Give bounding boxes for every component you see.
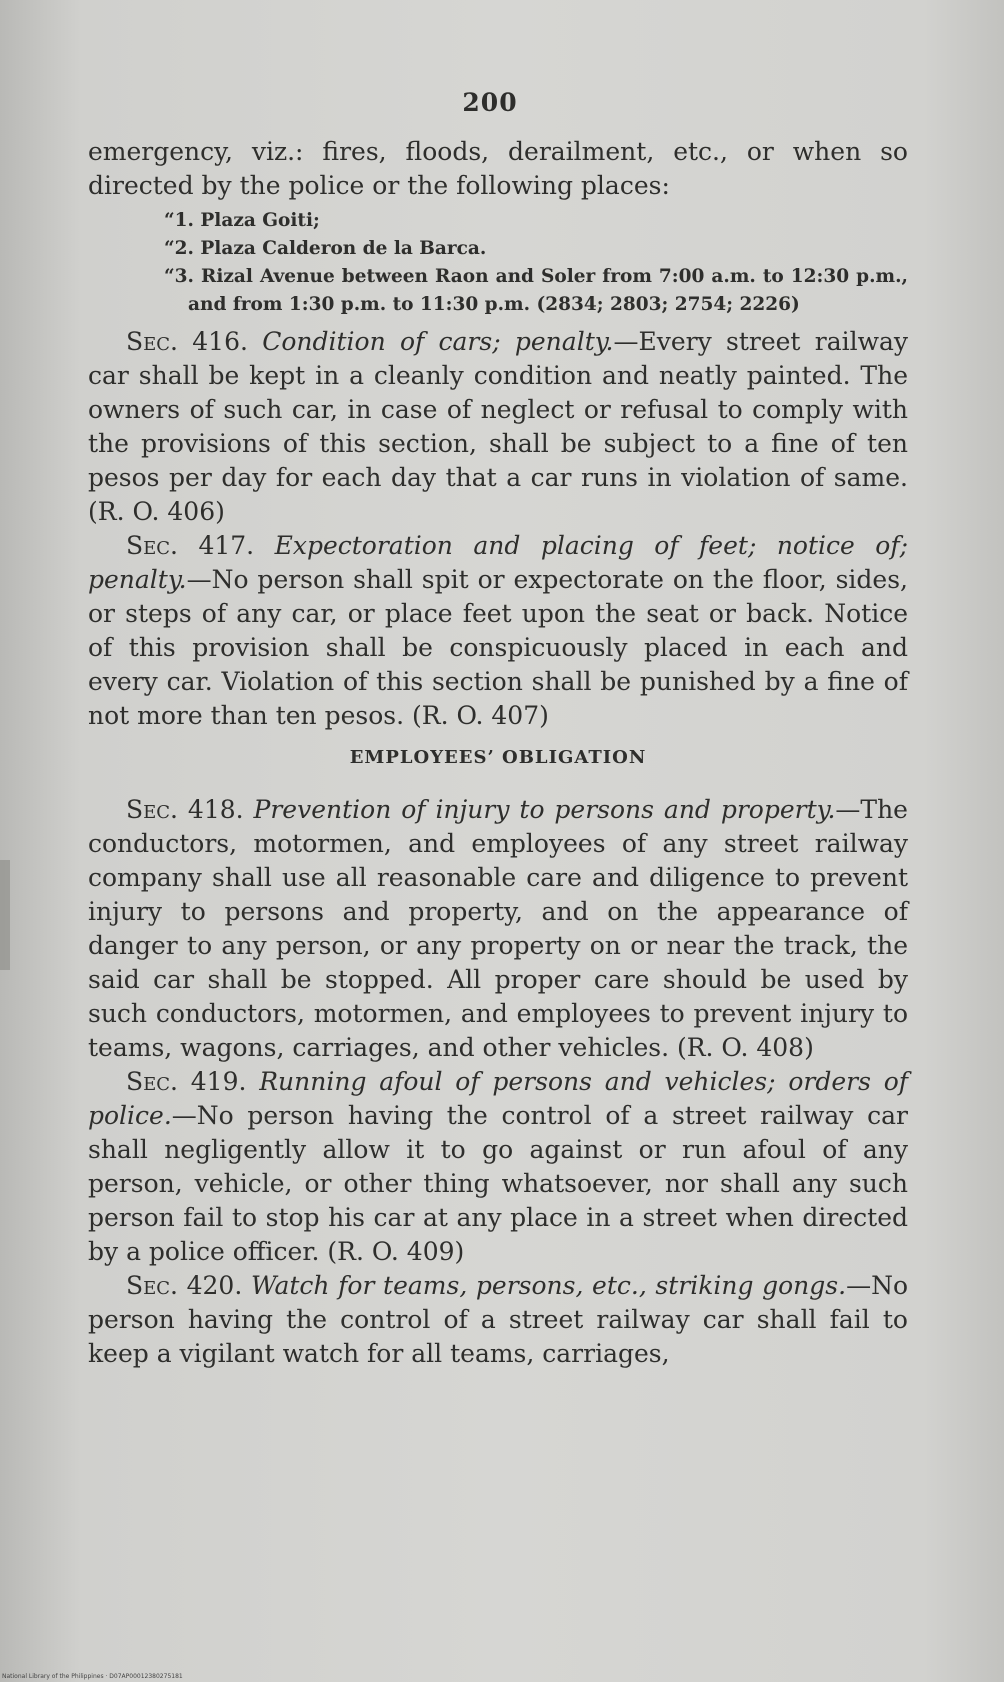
section-title: Watch for teams, persons, etc., striking gongs.: [250, 1271, 847, 1300]
intro-paragraph: emergency, viz.: fires, floods, derailment, etc., or when so directed by the police or the following places:: [88, 137, 908, 200]
page-number: 200: [462, 88, 518, 117]
section-title: Condition of cars; penalty.: [262, 327, 614, 356]
section-419: [88, 1065, 908, 1269]
section-title: Running afoul of persons and vehicles; orders of police.: [88, 1067, 908, 1130]
scan-footer: National Library of the Philippines · D07AP00012380275181: [2, 1673, 183, 1680]
section-label: Sec. 419.: [126, 1067, 247, 1096]
section-label: Sec. 417.: [126, 531, 255, 560]
section-417: [88, 529, 908, 733]
section-416: [88, 325, 908, 529]
section-heading: EMPLOYEES’ OBLIGATION: [349, 747, 647, 768]
section-text: —The conductors, motormen, and employees of any street railway company shall use all reasonable care and diligence to prevent injury to persons and property, and on the appearance of danger to any person, or any property on or near the track, the said car shall be stopped. All proper care should be used by such conductors, motormen, and employees to prevent injury to teams, wagons, carriages, and other vehicles. (R. O. 408): [88, 795, 908, 1062]
section-title: Expectoration and placing of feet; notice of; penalty.: [88, 531, 909, 594]
page-body: [88, 135, 908, 1371]
section-label: Sec. 416.: [126, 327, 248, 356]
list-item: “1. Plaza Goiti;: [164, 210, 320, 231]
section-text: —Every street railway car shall be kept in a cleanly condition and neatly painted. The owners of such car, in case of neglect or refusal to comply with the provisions of this section, shall be subject to a fine of ten pesos per day for each day that a car runs in violation of same. (R. O. 406): [88, 327, 909, 526]
section-title: Prevention of injury to persons and property.: [253, 795, 836, 824]
section-label: Sec. 420.: [126, 1271, 243, 1300]
section-text: —No person having the control of a street railway car shall negligently allow it to go against or run afoul of any person, vehicle, or other thing whatsoever, nor shall any such person fail to stop his car at any place in a street when directed by a police officer. (R. O. 409): [88, 1101, 908, 1266]
list-item: “2. Plaza Calderon de la Barca.: [164, 238, 487, 259]
page-edge-shadow: [0, 860, 10, 970]
section-text: —No person shall spit or expectorate on the floor, sides, or steps of any car, or place feet upon the seat or back. Notice of this provision shall be conspicuously placed in each and every car. Violation of this section shall be punished by a fine of not more than ten pesos. (R. O. 407): [88, 565, 908, 730]
list-item: “3. Rizal Avenue between Raon and Soler from 7:00 a.m. to 12:30 p.m., and from 1:30 p.m. to 11:30 p.m. (2834; 2803; 2754; 2226): [164, 266, 908, 315]
places-list: [88, 207, 908, 319]
section-418: [88, 793, 908, 1065]
section-text: —No person having the control of a street railway car shall fail to keep a vigilant watch for all teams, carriages,: [88, 1271, 908, 1368]
section-label: Sec. 418.: [126, 795, 244, 824]
section-420: [88, 1269, 908, 1371]
